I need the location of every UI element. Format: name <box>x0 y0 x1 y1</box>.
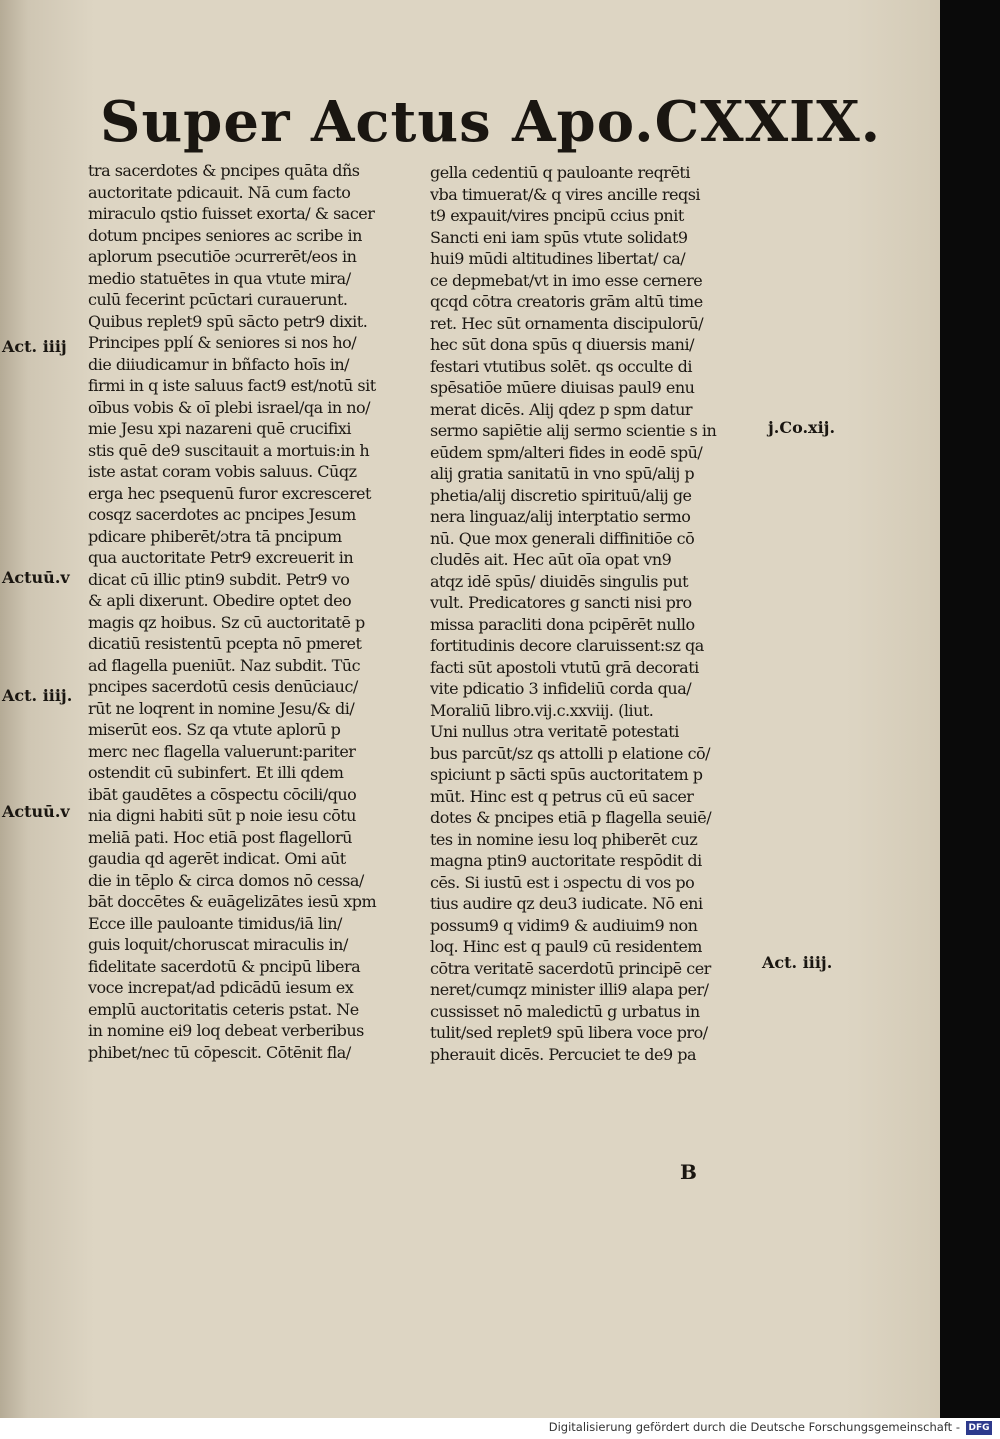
text-line: t9 expauit/vires pncipū ccius pnit <box>430 206 684 225</box>
margin-note: j.Co.xij. <box>768 418 836 437</box>
text-line: miraculo qstio fuisset exorta/ & sacer <box>88 204 375 223</box>
text-line: culū fecerint pcūctari curauerunt. <box>88 290 348 309</box>
text-line: eūdem spm/alteri fides in eodē spū/ <box>430 442 703 462</box>
text-line: firmi in q iste saluus fact9 est/notū sit <box>88 376 376 395</box>
text-line: tius audire qz deu3 iudicate. Nō eni <box>430 894 703 913</box>
text-line: nia digni habiti sūt p noie iesu cōtu <box>88 806 356 825</box>
signature-mark: B <box>680 1160 697 1184</box>
margin-note: Actuū.v <box>2 802 70 821</box>
text-line: die in tēplo & circa domos nō cessa/ <box>88 870 364 890</box>
text-line: missa paracliti dona pcipērēt nullo <box>430 614 695 634</box>
text-line: miserūt eos. Sz qa vtute aplorū p <box>88 720 341 739</box>
text-line: ce depmebat/vt in imo esse cernere <box>430 270 703 290</box>
text-line: voce increpat/ad pdicādū iesum ex <box>88 978 354 997</box>
text-line: ret. Hec sūt ornamenta discipulorū/ <box>430 313 704 333</box>
text-line: aplorum psecutiōe ɔcurrerēt/eos in <box>88 247 357 266</box>
text-line: alij gratia sanitatū in vno spū/alij p <box>430 464 695 483</box>
text-line: Uni nullus ɔtra veritatē potestati <box>430 722 679 741</box>
text-line: sermo sapiētie alij sermo scientie s in <box>430 421 717 440</box>
margin-note: Act. iiij <box>2 337 67 356</box>
text-line: nū. Que mox generali diffinitiōe cō <box>430 528 695 548</box>
text-line: neret/cumqz minister illi9 alapa per/ <box>430 980 709 999</box>
text-column-left <box>88 160 433 1063</box>
text-line: dicat cū illic ptin9 subdit. Petr9 vo <box>88 569 350 589</box>
text-line: in nomine ei9 loq debeat verberibus <box>88 1021 364 1040</box>
text-line: gella cedentiū q pauloante reqrēti <box>430 163 690 182</box>
text-line: cussisset nō maledictū g urbatus in <box>430 1001 700 1021</box>
text-line: cosqz sacerdotes ac pncipes Jesum <box>88 505 356 524</box>
footer-credit: Digitalisierung gefördert durch die Deutsche Forschungsgemeinschaft - <box>548 1420 960 1434</box>
text-line: gaudia qd agerēt indicat. Omi aūt <box>88 849 346 868</box>
text-line: bāt doccētes & euāgelizātes iesū xpm <box>88 892 377 911</box>
text-line: hui9 mūdi altitudines libertat/ ca/ <box>430 249 686 268</box>
text-line: tes in nomine iesu loq phiberēt cuz <box>430 829 698 849</box>
text-line: loq. Hinc est q paul9 cū residentem <box>430 937 702 956</box>
text-line: mūt. Hinc est q petrus cū eū sacer <box>430 786 694 806</box>
text-line: cōtra veritatē sacerdotū principē cer <box>430 958 711 978</box>
text-line: cludēs ait. Hec aūt oīa opat vn9 <box>430 550 672 569</box>
text-line: hec sūt dona spūs q diuersis mani/ <box>430 335 694 354</box>
text-line: dicatiū resistentū pcepta nō pmeret <box>88 634 362 653</box>
text-line: ad flagella pueniūt. Naz subdit. Tūc <box>88 655 361 675</box>
text-line: Moraliū libro.vij.c.xxviij. (liut. <box>430 700 654 720</box>
text-line: magis qz hoibus. Sz cū auctoritatē p <box>88 612 365 632</box>
text-line: qua auctoritate Petr9 excreuerit in <box>88 548 354 567</box>
margin-note: Actuū.v <box>2 568 70 587</box>
text-line: emplū auctoritatis ceteris pstat. Ne <box>88 999 359 1019</box>
text-line: & apli dixerunt. Obedire optet deo <box>88 591 352 610</box>
margin-note: Act. iiij. <box>762 953 833 972</box>
text-line: Sancti eni iam spūs vtute solidat9 <box>430 227 688 247</box>
text-line: dotum pncipes seniores ac scribe in <box>88 225 362 245</box>
text-line: Principes pplí & seniores si nos ho/ <box>88 333 357 352</box>
text-line: facti sūt apostoli vtutū grā decorati <box>430 657 699 677</box>
text-line: iste astat coram vobis saluus. Cūqz <box>88 462 357 481</box>
text-line: magna ptin9 auctoritate respōdit di <box>430 851 702 870</box>
text-line: Quibus replet9 spū sācto petr9 dixit. <box>88 311 368 331</box>
text-column-right <box>430 162 770 1065</box>
text-line: nera linguaz/alij interptatio sermo <box>430 507 691 526</box>
dfg-logo: DFG <box>966 1421 992 1435</box>
text-line: pherauit dicēs. Percuciet te de9 pa <box>430 1044 697 1064</box>
text-line: phetia/alij discretio spirituū/alij ge <box>430 485 692 505</box>
margin-note: Act. iiij. <box>2 686 73 705</box>
text-line: rūt ne loqrent in nomine Jesu/& di/ <box>88 698 355 718</box>
text-line: bus parcūt/sz qs attolli p elatione cō/ <box>430 743 711 763</box>
text-line: Ecce ille pauloante timidus/iā lin/ <box>88 913 342 933</box>
text-line: merc nec flagella valuerunt:pariter <box>88 741 356 761</box>
text-line: phibet/nec tū cōpescit. Cōtēnit fla/ <box>88 1042 351 1062</box>
text-line: pncipes sacerdotū cesis denūciauc/ <box>88 677 358 696</box>
text-line: mie Jesu xpi nazareni quē crucifixi <box>88 419 352 438</box>
text-line: ibāt gaudētes a cōspectu cōcili/quo <box>88 784 357 804</box>
text-line: erga hec psequenū furor excresceret <box>88 483 371 503</box>
text-line: tra sacerdotes & pncipes quāta dñs <box>88 161 360 180</box>
text-line: vult. Predicatores g sancti nisi pro <box>430 593 692 612</box>
text-line: festari vtutibus solēt. qs occulte di <box>430 356 692 376</box>
text-line: meliā pati. Hoc etiā post flagellorū <box>88 827 352 847</box>
text-line: pdicare phiberēt/ɔtra tā pncipum <box>88 526 342 546</box>
text-line: medio statuētes in qua vtute mira/ <box>88 268 351 288</box>
text-line: vite pdicatio 3 infideliū corda qua/ <box>430 679 692 698</box>
text-line: die diiudicamur in bñfacto hoīs in/ <box>88 354 350 374</box>
text-line: fortitudinis decore claruissent:sz qa <box>430 636 704 655</box>
text-line: stis quē de9 suscitauit a mortuis:in h <box>88 440 370 460</box>
text-line: ostendit cū subinfert. Et illi qdem <box>88 763 344 782</box>
text-line: spiciunt p sācti spūs auctoritatem p <box>430 765 703 784</box>
running-head: Super Actus Apo.CXXIX. <box>100 89 882 155</box>
text-line: atqz idē spūs/ diuidēs singulis put <box>430 571 689 591</box>
text-line: merat dicēs. Alij qdez p spm datur <box>430 399 693 419</box>
text-line: tulit/sed replet9 spū libera voce pro/ <box>430 1023 708 1042</box>
text-line: oībus vobis & oī plebi israel/qa in no/ <box>88 397 371 417</box>
text-line: vba timuerat/& q vires ancille reqsi <box>430 184 701 204</box>
text-line: spēsatiōe mūere diuisas paul9 enu <box>430 378 695 397</box>
text-line: auctoritate pdicauit. Nā cum facto <box>88 182 351 202</box>
footer-bar <box>0 1418 1000 1439</box>
text-line: dotes & pncipes etiā p flagella seuiē/ <box>430 808 712 827</box>
text-line: fidelitate sacerdotū & pncipū libera <box>88 956 361 976</box>
text-line: qcqd cōtra creatoris grām altū time <box>430 292 703 311</box>
text-line: possum9 q vidim9 & audiuim9 non <box>430 915 698 935</box>
text-line: cēs. Si iustū est i ɔspectu di vos po <box>430 872 695 892</box>
text-line: guis loquit/choruscat miraculis in/ <box>88 935 348 954</box>
